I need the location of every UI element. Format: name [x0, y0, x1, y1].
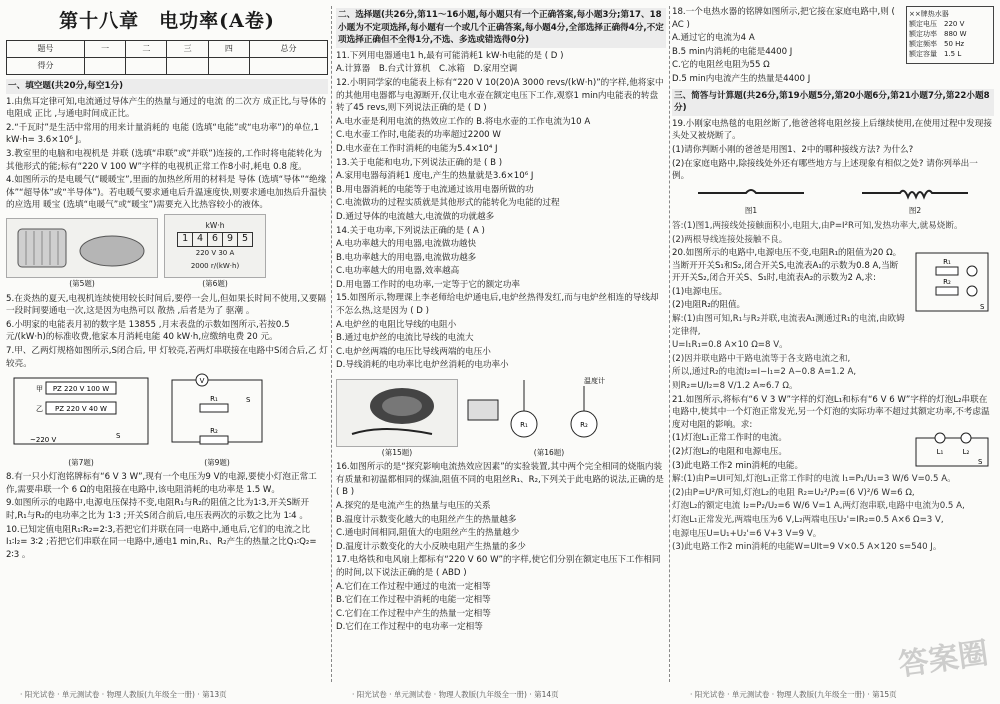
option: A.家用电器每消耗1 度电,产生的热量就是3.6×10⁶ J [336, 171, 534, 182]
switch-label: S [978, 458, 983, 467]
page-footer: · 阳光试卷 · 单元测试卷 · 物理人教版(九年级全一册) · 第14页 [352, 690, 559, 699]
supply-label: ~220 V [30, 436, 57, 445]
answer: 电源电压U=U₁+U₂'=6 V+3 V=9 V。 [672, 528, 822, 539]
question: 6.小明家的电能表月初的数字是 13855 ,月末表盘的示数如图所示,若按0.5元/(kW·h)的标准收费,他家本月消耗电能 40 kW·h,应缴纳电费 20 元。 [6, 319, 290, 343]
question: 5.在炎热的夏天,电视机连续使用较长时间后,要停一会儿,但如果长时间不使用,又要隔一段时间要通电一次,这是因为电热可以 散热 ,后者是为了 驱潮 。 [6, 293, 326, 317]
figure-7 [6, 372, 156, 469]
figure-caption: (第16题) [533, 447, 565, 457]
q21-circuit-diagram [910, 432, 994, 472]
resistor-circuit-diagram [162, 372, 272, 452]
heating-experiment-diagram [464, 374, 634, 442]
figure-caption: 图1 [744, 206, 758, 216]
q21-block [672, 432, 994, 473]
page-footer: · 阳光试卷 · 单元测试卷 · 物理人教版(九年级全一册) · 第15页 [690, 690, 897, 699]
column-right [672, 6, 994, 682]
nameplate-line: 额定电压 220 V [909, 20, 965, 28]
meter-digit: 4 [193, 233, 208, 246]
q20-block [672, 247, 994, 353]
nameplate-line: 额定功率 880 W [909, 30, 967, 38]
question: 17.电烙铁和电风扇上都标有“220 V 60 W”的字样,使它们分别在额定电压下工作相同的时间,以下说法正确的是 ( ABD ) [336, 555, 661, 578]
option: C.电炉丝两端的电压比导线两端的电压小 [336, 346, 491, 357]
question: 20.如图所示的电路中,电源电压不变,电阻R₁的阻值为20 Ω。当断开开关S₁和S₂,闭合开关S,电流表A₁的示数为0.8 A,当断开开关S₂,闭合开关S、S₁时,电流表A₂的示数为2 A,求: [672, 248, 902, 284]
lamp-a-tag: 甲 [36, 385, 43, 394]
nameplate-line: ××牌热水器 [909, 10, 949, 18]
option: C.通电时间相同,阻值大的电阻丝产生的热量越少 [336, 528, 520, 539]
question: 19.小刚家电热毯的电阻丝断了,他爸爸将电阻丝接上后继续使用,在使用过程中发现接头处又被烧断了。 [672, 118, 992, 142]
option: B.温度计示数变化越大的电阻丝产生的热量越多 [336, 514, 517, 525]
column-divider [331, 6, 332, 682]
question: 10.已知定值电阻R₁∶R₂=2∶3,若把它们并联在同一电路中,通电后,它们的电流之比I₁∶I₂= 3∶2 ;若把它们串联在同一电路中,通电1 min,R₁、R₂产生的热量之比Q₁∶Q₂= 2∶3 。 [6, 524, 317, 560]
wire-joint-1 [696, 185, 806, 201]
answer: 所以,通过R₂的电流I₂=I−I₁=2 A−0.8 A=1.2 A, [672, 367, 857, 378]
score-header: 总分 [250, 41, 328, 58]
option: B.电功率越大的用电器,电流做功越多 [336, 252, 477, 263]
answer: 解:(1)由图可知,R₁与R₂并联,电流表A₁测通过R₁的电流,由欧姆定律得, [672, 314, 905, 337]
option: A.电炉丝的电阻比导线的电阻小 [336, 319, 457, 330]
q20-text [672, 247, 906, 353]
meter-rev: 2000 r/(kW·h) [190, 261, 240, 270]
option: B.它们在工作过程中消耗的电能一定相等 [336, 595, 491, 606]
option: C.它的电阻丝电阻为55 Ω [672, 60, 770, 71]
figure-row [672, 185, 994, 218]
question: 14.关于电功率,下列说法正确的是 ( A ) [336, 225, 485, 236]
option: A.通过它的电流为4 A [672, 33, 755, 44]
question: 7.甲、乙两灯规格如图所示,S闭合后, 甲 灯较亮,若两灯串联接在电路中S闭合后,乙 灯较亮。 [6, 345, 328, 369]
option: D.通过导体的电流越大,电流做的功就越多 [336, 211, 495, 222]
question: 9.如图所示的电路中,电源电压保持不变,电阻R₁与R₂的阻值之比为1∶3,开关S断开时,R₁与R₂的电功率之比为 1∶3 ;开关S闭合前后,电压表两次的示数之比为 1∶4 。 [6, 498, 310, 522]
option: D.5 min内电流产生的热量是4400 J [672, 73, 811, 84]
nameplate-line: 额定容量 1.5 L [909, 50, 962, 58]
energy-meter [164, 214, 266, 278]
figure-caption: (第5题) [69, 278, 95, 288]
question: (2)灯泡L₂的电阻和电源电压。 [672, 447, 787, 457]
score-cell [84, 58, 125, 75]
figure-5 [6, 218, 158, 291]
meter-digit: 6 [208, 233, 223, 246]
figure-caption: 图2 [908, 206, 922, 216]
option: C.它们在工作过程中产生的热量一定相等 [336, 608, 491, 619]
score-header: 题号 [7, 41, 85, 58]
q21-text [672, 432, 906, 473]
meter-rating: 220 V 30 A [195, 248, 235, 257]
thermometer-label: 温度计 [584, 377, 605, 386]
answer: U=I₁R₁=0.8 A×10 Ω=8 V。 [672, 340, 788, 351]
score-cell [250, 58, 328, 75]
option: C.电功率越大的用电器,效率越高 [336, 266, 460, 277]
wire-joint-2 [860, 185, 970, 201]
option: D.导线消耗的电功率比电炉丝消耗的电功率小 [336, 360, 509, 371]
l2-label: L₂ [962, 448, 970, 457]
answer: 则R₂=U/I₂=8 V/1.2 A≈6.7 Ω。 [672, 381, 798, 392]
figure-9 [162, 372, 272, 469]
q18-block [672, 6, 994, 87]
switch-label: S [116, 432, 121, 441]
score-table [6, 40, 328, 75]
q20-circuit-diagram [910, 247, 994, 317]
option: A.它们在工作过程中通过的电流一定相等 [336, 581, 491, 592]
question: 16.如图所示的是“探究影响电流热效应因素”的实验装置,其中两个完全相同的烧瓶内装有质量和初温都相同的煤油,阻值不同的电阻丝R₁、R₂,下列关于此电路的说法,正确的是 ( B ) [336, 462, 664, 498]
figure-row [6, 214, 328, 291]
question: 8.有一只小灯泡铭牌标有“6 V 3 W”,现有一个电压为9 V的电源,要使小灯泡正常工作,需要串联一个 6 Ω的电阻接在电路中,该电阻消耗的电功率是 1.5 W。 [6, 472, 317, 495]
score-header: 三 [167, 41, 208, 58]
question: 12.小明同学家的电能表上标有“220 V 10(20)A 3000 revs/(kW·h)”的字样,他将家中的其他用电器都与电源断开,仅让电水壶在额定电压下工作,观察1 min内电能表的转盘转了45 revs,则下列说法正确的是 ( D ) [336, 77, 664, 114]
question: 1.由焦耳定律可知,电流通过导体产生的热量与通过的电流 的二次方 成正比,与导体的电阻成 正比 ,与通电时间成正比。 [6, 96, 326, 120]
lamp-b-tag: 乙 [36, 405, 43, 414]
r1-label: R₁ [520, 421, 528, 430]
page-title: 第十八章 电功率(A卷) [59, 10, 275, 32]
r1-label: R₁ [210, 395, 218, 404]
score-header: 四 [208, 41, 249, 58]
question: 18.一个电热水器的铭牌如图所示,把它接在家庭电路中,则 ( AC ) [672, 7, 895, 30]
column-middle [336, 6, 666, 682]
figure-15 [336, 379, 458, 460]
question: (1)电源电压。 [672, 286, 728, 297]
score-cell [126, 58, 167, 75]
score-header: 一 [84, 41, 125, 58]
section-header: 三、简答与计算题(共26分,第19小题5分,第20小题6分,第21小题7分,第22小题8分) [672, 89, 994, 116]
answer: (2)两根导线连接处接触不良。 [672, 234, 788, 245]
answer: 灯泡L₂的额定电流 I₂=P₂/U₂=6 W/6 V=1 A,两灯泡串联,电路中电流为0.5 A, [672, 501, 965, 512]
figure-caption: (第9题) [204, 457, 230, 467]
switch-label: S [246, 396, 251, 405]
meter-digits [177, 232, 253, 247]
column-divider [669, 6, 670, 682]
section-header: 一、填空题(共20分,每空1分) [6, 79, 328, 94]
answer: 答:(1)图1,两接线处接触面积小,电阻大,由P=I²R可知,发热功率大,就易烧断。 [672, 220, 963, 231]
answer: (2)由P=U²/R可知,灯泡L₂的电阻 R₂=U₂²/P₂=(6 V)²/6 W=6 Ω, [672, 487, 915, 498]
question: 4.如图所示的是电暖气(“暖暖宝”,里面的加热丝所用的材料是 导体 (选填“导体”“绝缘体”“超导体”或“半导体”)。若电暖气要求通电后升温速度快,则要求通电加热后升温快的应选用 暖宝 (选填“电暖气”或“暖宝”)需要充入比热容较小的液体。 [6, 175, 327, 211]
option: B.用电器消耗的电能等于电流通过该用电器所做的功 [336, 184, 534, 195]
q18-text [672, 6, 902, 87]
answer: 灯泡L₁正常发光,两端电压为6 V,L₂两端电压U₂'=IR₂=0.5 A×6 Ω=3 V, [672, 514, 944, 525]
answer: 解:(1)由P=UI可知,灯泡L₁正常工作时的电流 I₁=P₁/U₁=3 W/6 V=0.5 A。 [672, 474, 956, 485]
figure-2 [860, 185, 970, 218]
stove-image [336, 379, 458, 447]
question: (3)此电路工作2 min消耗的电能。 [672, 460, 804, 471]
meter-unit: kW·h [205, 220, 225, 230]
switch-label: S [980, 303, 985, 312]
figure-16 [464, 374, 634, 459]
option: D.用电器工作时的电功率,一定等于它的额定功率 [336, 279, 520, 290]
question: 2.“千瓦时”是生活中常用的用来计量消耗的 电能 (选填“电能”或“电功率”)的单位,1 kW·h= 3.6×10⁶ J。 [6, 122, 320, 146]
option: A.探究的是电流产生的热量与电压的关系 [336, 501, 491, 511]
score-row-label: 得分 [7, 58, 85, 75]
score-cell [167, 58, 208, 75]
answer: (3)此电路工作2 min消耗的电能W=UIt=9 V×0.5 A×120 s=540 J。 [672, 542, 942, 553]
voltmeter-label: V [199, 377, 205, 386]
page-footer: · 阳光试卷 · 单元测试卷 · 物理人教版(九年级全一册) · 第13页 [20, 690, 227, 699]
score-header: 二 [126, 41, 167, 58]
option: D.温度计示数变化的大小反映电阻产生热量的多少 [336, 541, 526, 552]
option: A.计算器 B.台式计算机 C.冰箱 D.家用空调 [336, 64, 518, 75]
option: C.电水壶工作时,电能表的功率超过2200 W [336, 130, 501, 141]
lamp-a-label: PZ 220 V 100 W [52, 385, 110, 394]
nameplate [906, 6, 994, 64]
option: B.5 min内消耗的电能是4400 J [672, 46, 793, 57]
question: 15.如图所示,物理课上李老师给电炉通电后,电炉丝热得发红,而与电炉丝相连的导线却不怎么热,这是因为 ( D ) [336, 293, 659, 317]
score-cell [208, 58, 249, 75]
lamp-circuit-diagram [6, 372, 156, 452]
option: B.通过电炉丝的电流比导线的电流大 [336, 333, 474, 344]
option: A.电功率越大的用电器,电流做功越快 [336, 239, 477, 250]
option: D.电水壶在工作时消耗的电能为5.4×10⁴ J [336, 143, 498, 154]
meter-digit: 5 [241, 233, 249, 245]
question: 21.如图所示,将标有“6 V 3 W”字样的灯泡L₁和标有“6 V 6 W”字样的灯泡L₂串联在电路中,使其中一个灯泡正常发光,另一个灯泡的实际功率不超过其额定功率,不考虑温度对电阻的影响。求: [672, 394, 990, 430]
figure-row [6, 372, 328, 469]
l1-label: L₁ [936, 448, 944, 457]
r2-label: R₂ [580, 421, 588, 430]
question: 13.关于电能和电功,下列说法正确的是 ( B ) [336, 157, 503, 168]
nameplate-line: 额定频率 50 Hz [909, 40, 965, 48]
r2-label: R₂ [210, 427, 218, 436]
meter-digit: 1 [178, 233, 193, 246]
question: (1)灯泡L₁正常工作时的电流。 [672, 433, 787, 444]
option: D.它们在工作过程中的电功率一定相等 [336, 622, 483, 633]
meter-digit: 9 [223, 233, 238, 246]
answer: (2)因并联电路中干路电流等于各支路电流之和, [672, 353, 851, 364]
r1-label: R₁ [943, 258, 951, 267]
option: A.电水壶是利用电流的热效应工作的 B.将电水壶的工作电流为10 A [336, 116, 591, 127]
heater-image [6, 218, 158, 278]
question: (2)电阻R₂的阻值。 [672, 300, 746, 311]
question: (2)在家庭电路中,除接线处外还有哪些地方与上述现象有相似之处? 请你列举出一例。 [672, 158, 978, 182]
r2-label: R₂ [943, 278, 951, 287]
option: C.电流做功的过程实质就是其他形式的能转化为电能的过程 [336, 198, 560, 209]
figure-caption: (第7题) [68, 457, 94, 467]
figure-1 [696, 185, 806, 218]
figure-caption: (第15题) [381, 447, 413, 457]
column-left [6, 6, 328, 682]
watermark-stamp: 答案圈 [896, 635, 991, 684]
lamp-b-label: PZ 220 V 40 W [55, 405, 107, 414]
figure-caption: (第6题) [202, 278, 228, 288]
figure-row [336, 374, 666, 459]
figure-6 [164, 214, 266, 291]
question: 11.下列用电器通电1 h,最有可能消耗1 kW·h电能的是 ( D ) [336, 50, 564, 61]
section-header: 二、选择题(共26分,第11～16小题,每小题只有一个正确答案,每小题3分;第17、18小题为不定项选择,每小题有一个或几个正确答案,每小题4分,全部选择正确得4分,不定项选择正确但不全得1分,不选、多选或错选得0分) [336, 8, 666, 48]
question: (1)请你判断小刚的爸爸是用图1、2中的哪种接线方法? 为什么? [672, 144, 914, 155]
question: 3.教室里的电脑和电视机是 并联 (选填“串联”或“并联”)连接的,工作时将电能转化为其他形式的能;标有“220 V 100 W”字样的电视机正常工作8小时,耗电 0.8 度。 [6, 148, 322, 172]
